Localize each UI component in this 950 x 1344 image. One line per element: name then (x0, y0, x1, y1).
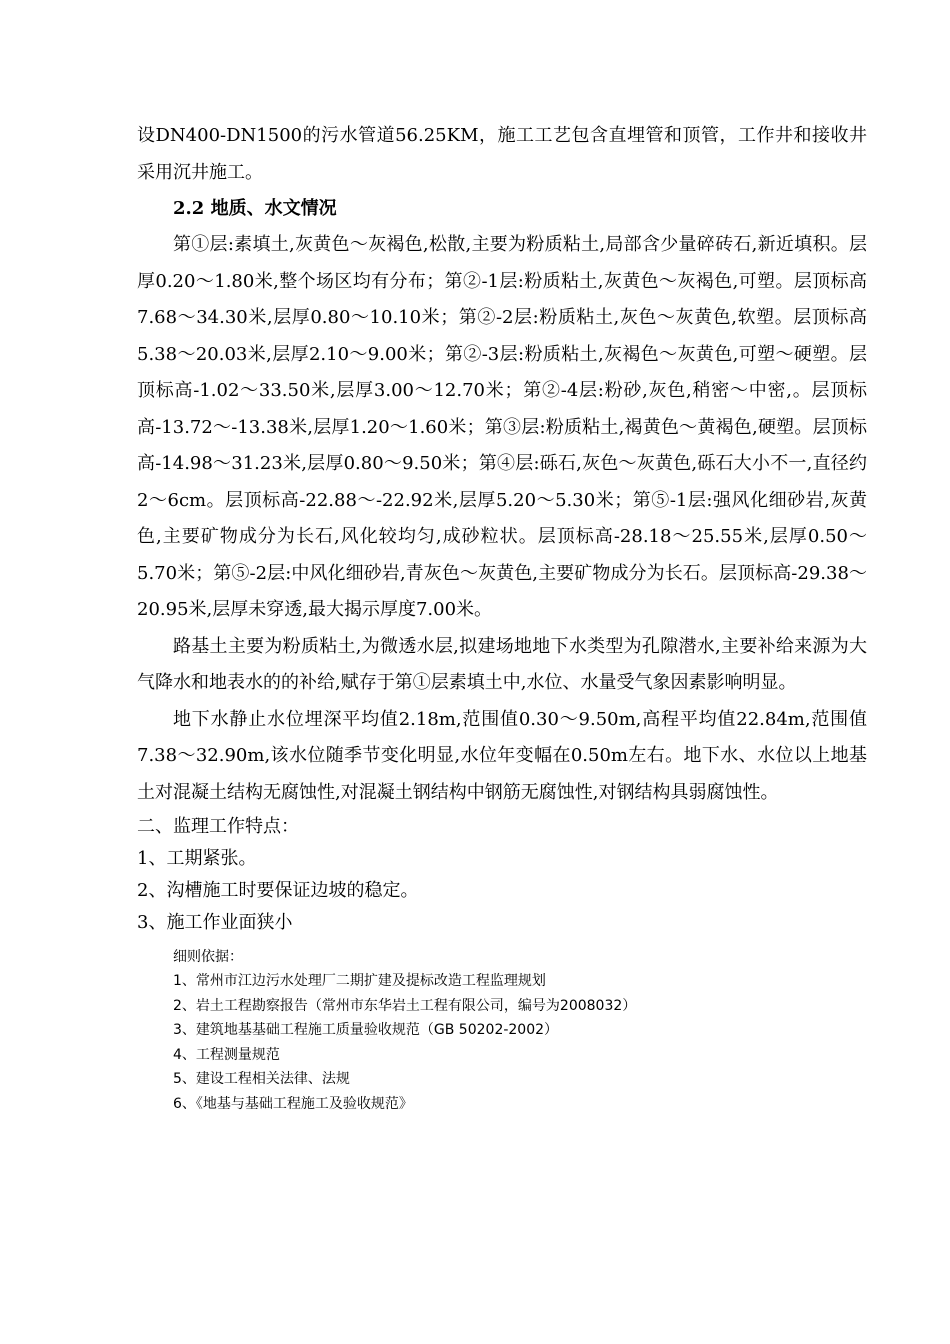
intro-paragraph: 设DN400-DN1500的污水管道56.25KM，施工工艺包含直埋管和顶管，工作井和接收井采用沉井施工。 (137, 125, 867, 183)
basis-item: 5、建设工程相关法律、法规 (173, 1071, 350, 1087)
basis-section (137, 945, 867, 1116)
document-body (137, 118, 867, 1116)
groundwater-type-paragraph: 路基土主要为粉质粘土,为微透水层,拟建场地地下水类型为孔隙潜水,主要补给来源为大气降水和地表水的的补给,赋存于第①层素填土中,水位、水量受气象因素影响明显。 (137, 635, 867, 693)
section-heading-2-2: 2.2 地质、水文情况 (173, 198, 337, 219)
feature-item: 2、沟槽施工时要保证边坡的稳定。 (137, 880, 419, 901)
feature-item: 1、工期紧张。 (137, 848, 257, 869)
basis-item: 2、岩土工程勘察报告（常州市东华岩土工程有限公司，编号为2008032） (173, 997, 637, 1014)
basis-item: 1、常州市江边污水处理厂二期扩建及提标改造工程监理规划 (173, 973, 546, 989)
basis-item: 4、工程测量规范 (173, 1046, 280, 1063)
basis-title: 细则依据： (173, 949, 243, 965)
basis-item: 3、建筑地基基础工程施工质量验收规范（GB 50202-2002） (173, 1022, 559, 1038)
feature-item: 3、施工作业面狭小 (137, 912, 293, 933)
basis-item: 6、《地基与基础工程施工及验收规范》 (173, 1095, 413, 1112)
section-heading-2: 二、监理工作特点： (137, 816, 299, 837)
groundwater-level-paragraph: 地下水静止水位埋深平均值2.18m,范围值0.30～9.50m,高程平均值22.84m,范围值7.38～32.90m,该水位随季节变化明显,水位年变幅在0.50m左右。地下水、水位以上地基土对混凝土结构无腐蚀性,对混凝土钢结构中钢筋无腐蚀性,对钢结构具弱腐蚀性。 (137, 708, 867, 803)
strata-paragraph: 第①层:素填土,灰黄色～灰褐色,松散,主要为粉质粘土,局部含少量碎砖石,新近填积。层厚0.20～1.80米,整个场区均有分布；第②-1层:粉质粘土,灰黄色～灰褐色,可塑。层顶标高7.68～34.30米,层厚0.80～10.10米；第②-2层:粉质粘土,灰色～灰黄色,软塑。层顶标高5.38～20.03米,层厚2.10～9.00米；第②-3层:粉质粘土,灰褐色～灰黄色,可塑～硬塑。层顶标高-1.02～33.50米,层厚3.00～12.70米；第②-4层:粉砂,灰色,稍密～中密,。层顶标高-13.72～-13.38米,层厚1.20～1.60米；第③层:粉质粘土,褐黄色～黄褐色,硬塑。层顶标高-14.98～31.23米,层厚0.80～9.50米；第④层:砾石,灰色～灰黄色,砾石大小不一,直径约2～6cm。层顶标高-22.88～-22.92米,层厚5.20～5.30米；第⑤-1层:强风化细砂岩,灰黄色,主要矿物成分为长石,风化较均匀,成砂粒状。层顶标高-28.18～25.55米,层厚0.50～5.70米；第⑤-2层:中风化细砂岩,青灰色～灰黄色,主要矿物成分为长石。层顶标高-29.38～20.95米,层厚未穿透,最大揭示厚度7.00米。 (137, 234, 867, 620)
